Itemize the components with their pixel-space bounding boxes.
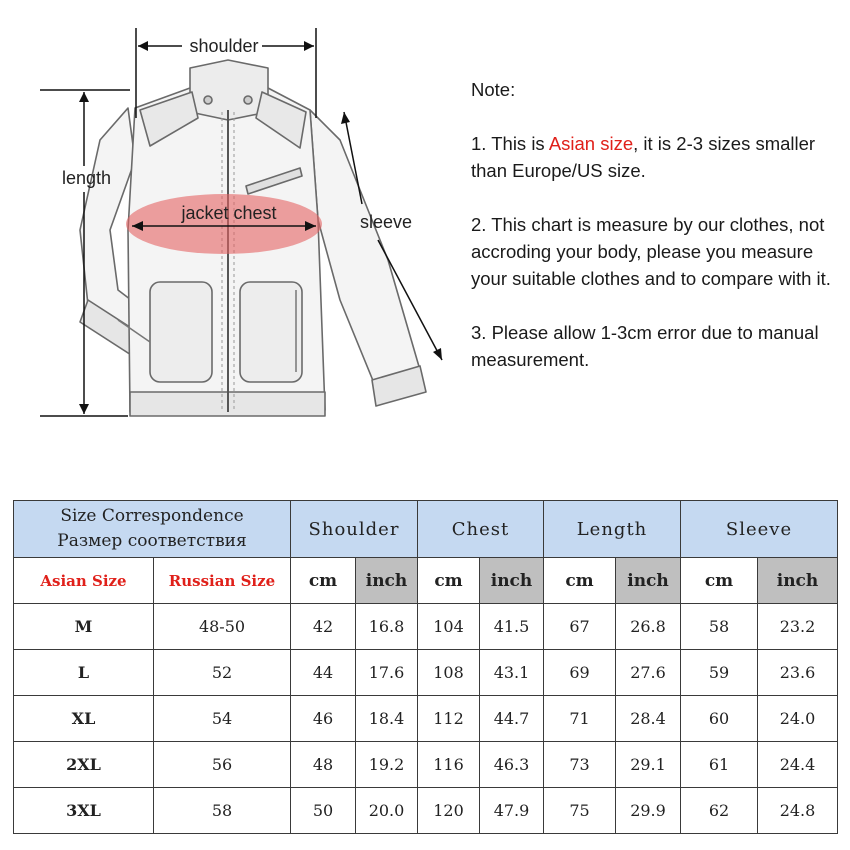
unit-cm-header: cm	[544, 558, 616, 604]
shoulder-label: shoulder	[189, 36, 259, 56]
note-1-prefix: 1. This is	[471, 133, 549, 154]
chest-cm-cell: 108	[418, 650, 480, 696]
shoulder-inch-cell: 19.2	[356, 742, 418, 788]
chest-cm-cell: 112	[418, 696, 480, 742]
sleeve-inch-cell: 23.6	[758, 650, 838, 696]
length-label: length	[62, 168, 112, 188]
table-row	[14, 788, 838, 834]
sleeve-inch-cell: 23.2	[758, 604, 838, 650]
unit-inch-header: inch	[356, 558, 418, 604]
table-header-row	[14, 501, 838, 558]
shoulder-inch-cell: 16.8	[356, 604, 418, 650]
unit-inch-header: inch	[758, 558, 838, 604]
note-1-suffix: , it is 2-3 sizes smaller than Europe/US size.	[471, 133, 816, 181]
sleeve-inch-cell: 24.8	[758, 788, 838, 834]
shoulder-inch-cell: 18.4	[356, 696, 418, 742]
length-inch-cell: 28.4	[616, 696, 681, 742]
unit-cm-header: cm	[291, 558, 356, 604]
length-cm-cell: 67	[544, 604, 616, 650]
length-cm-cell: 71	[544, 696, 616, 742]
chest-inch-cell: 43.1	[480, 650, 544, 696]
russian-size-cell: 58	[154, 788, 291, 834]
russian-size-header: Russian Size	[154, 558, 291, 604]
russian-size-cell: 54	[154, 696, 291, 742]
shoulder-cm-cell: 50	[291, 788, 356, 834]
group-header-shoulder: Shoulder	[291, 501, 418, 558]
table-row	[14, 650, 838, 696]
note-1-highlight: Asian size	[548, 133, 634, 154]
table-title-line-1: Size Correspondence	[60, 506, 244, 526]
group-header-sleeve: Sleeve	[681, 501, 838, 558]
table-subheader-row	[14, 558, 838, 604]
group-header-chest: Chest	[418, 501, 544, 558]
asian-size-cell: XL	[14, 696, 154, 742]
sleeve-cm-cell: 62	[681, 788, 758, 834]
asian-size-cell: 2XL	[14, 742, 154, 788]
chest-inch-cell: 41.5	[480, 604, 544, 650]
chest-cm-cell: 104	[418, 604, 480, 650]
table-row	[14, 696, 838, 742]
jacket-chest-label: jacket chest	[181, 203, 277, 223]
sleeve-cm-cell: 61	[681, 742, 758, 788]
asian-size-cell: M	[14, 604, 154, 650]
table-row	[14, 742, 838, 788]
notes-heading: Note:	[471, 79, 516, 100]
length-cm-cell: 69	[544, 650, 616, 696]
shoulder-cm-cell: 42	[291, 604, 356, 650]
russian-size-cell: 56	[154, 742, 291, 788]
unit-cm-header: cm	[681, 558, 758, 604]
unit-cm-header: cm	[418, 558, 480, 604]
size-chart-table	[13, 500, 838, 834]
russian-size-cell: 48-50	[154, 604, 291, 650]
length-inch-cell: 27.6	[616, 650, 681, 696]
sleeve-cm-cell: 60	[681, 696, 758, 742]
asian-size-header: Asian Size	[14, 558, 154, 604]
length-inch-cell: 29.1	[616, 742, 681, 788]
asian-size-cell: 3XL	[14, 788, 154, 834]
sleeve-label: sleeve	[360, 212, 413, 232]
note-2: 2. This chart is measure by our clothes, not accroding your body, please you measure your suitable clothes and to compare with it.	[471, 214, 831, 289]
unit-inch-header: inch	[616, 558, 681, 604]
shoulder-cm-cell: 44	[291, 650, 356, 696]
sleeve-cm-cell: 58	[681, 604, 758, 650]
chest-cm-cell: 116	[418, 742, 480, 788]
shoulder-cm-cell: 48	[291, 742, 356, 788]
chest-cm-cell: 120	[418, 788, 480, 834]
length-cm-cell: 75	[544, 788, 616, 834]
table-row	[14, 604, 838, 650]
table-title-cell	[14, 501, 291, 558]
table-title-line-2: Размер соответствия	[57, 531, 247, 551]
shoulder-inch-cell: 20.0	[356, 788, 418, 834]
length-inch-cell: 29.9	[616, 788, 681, 834]
group-header-length: Length	[544, 501, 681, 558]
jacket-measurement-diagram	[0, 0, 460, 450]
russian-size-cell: 52	[154, 650, 291, 696]
sleeve-inch-cell: 24.4	[758, 742, 838, 788]
sleeve-inch-cell: 24.0	[758, 696, 838, 742]
notes-panel	[471, 76, 841, 400]
chest-inch-cell: 47.9	[480, 788, 544, 834]
note-3: 3. Please allow 1-3cm error due to manual measurement.	[471, 322, 819, 370]
asian-size-cell: L	[14, 650, 154, 696]
chest-inch-cell: 44.7	[480, 696, 544, 742]
sleeve-cm-cell: 59	[681, 650, 758, 696]
unit-inch-header: inch	[480, 558, 544, 604]
shoulder-inch-cell: 17.6	[356, 650, 418, 696]
chest-inch-cell: 46.3	[480, 742, 544, 788]
shoulder-cm-cell: 46	[291, 696, 356, 742]
length-inch-cell: 26.8	[616, 604, 681, 650]
note-1	[471, 130, 841, 184]
length-cm-cell: 73	[544, 742, 616, 788]
